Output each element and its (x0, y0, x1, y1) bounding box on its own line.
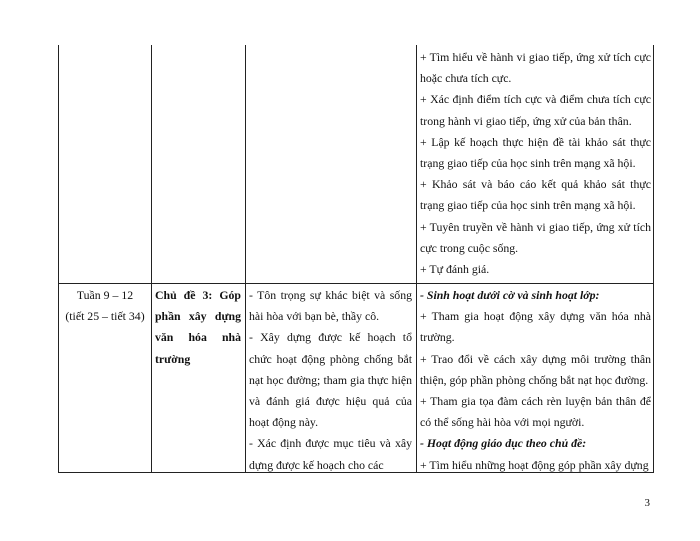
page-number: 3 (644, 497, 650, 509)
activity-item: + Tham gia hoạt động xây dựng văn hóa nhà trường. (420, 309, 651, 345)
row2-week-cell (59, 285, 151, 327)
goal-item: - Tôn trọng sự khác biệt và sống hài hòa với bạn bè, thầy cô. (249, 288, 412, 324)
activity-item: + Tự đánh giá. (420, 262, 490, 277)
lesson-range: (tiết 25 – tiết 34) (65, 309, 145, 324)
row2-goals-cell (245, 285, 416, 476)
activity-item: + Tìm hiểu về hành vi giao tiếp, ứng xử tích cực hoặc chưa tích cực. (420, 50, 651, 86)
activity-heading: - Sinh hoạt dưới cờ và sinh hoạt lớp: (420, 288, 600, 302)
row-divider (59, 283, 653, 284)
activity-item: + Tìm hiểu những hoạt động góp phần xây dựng (420, 457, 649, 472)
activity-item: + Tuyên truyền về hành vi giao tiếp, ứng xử tích cực trong cuộc sống. (420, 219, 651, 255)
activity-item: + Lập kế hoạch thực hiện đề tài khảo sát thực trạng giao tiếp của học sinh trên mạng xã hội. (420, 134, 651, 171)
week-range: Tuần 9 – 12 (76, 288, 134, 302)
topic-title: Chủ đề 3: Góp phần xây dựng văn hóa nhà trường (155, 288, 241, 366)
goal-item: - Xác định được mục tiêu và xây dựng được kế hoạch cho các (249, 436, 412, 472)
activity-item: + Khảo sát và báo cáo kết quả khảo sát thực trạng giao tiếp của học sinh trên mạng xã hội. (420, 177, 651, 213)
column-divider (151, 45, 152, 472)
activity-item: + Trao đổi về cách xây dựng môi trường thân thiện, góp phần phòng chống bắt nạt học đường. (420, 351, 651, 387)
goal-item: - Xây dựng được kế hoạch tổ chức hoạt động phòng chống bắt nạt học đường; tham gia thực hiện và đánh giá được hiệu quả của hoạt động này. (249, 330, 412, 430)
row2-topic-cell (151, 285, 245, 370)
row1-activities-cell (416, 47, 655, 280)
plan-table (58, 45, 654, 473)
row2-activities-cell (416, 285, 655, 476)
activity-item: + Tham gia tọa đàm cách rèn luyện bản thân để có thể sống hài hòa với mọi người. (420, 394, 651, 430)
activity-item: + Xác định điểm tích cực và điểm chưa tích cực trong hành vi giao tiếp, ứng xử của bản thân. (420, 92, 651, 128)
activity-heading: - Hoạt động giáo dục theo chủ đề: (420, 436, 587, 451)
